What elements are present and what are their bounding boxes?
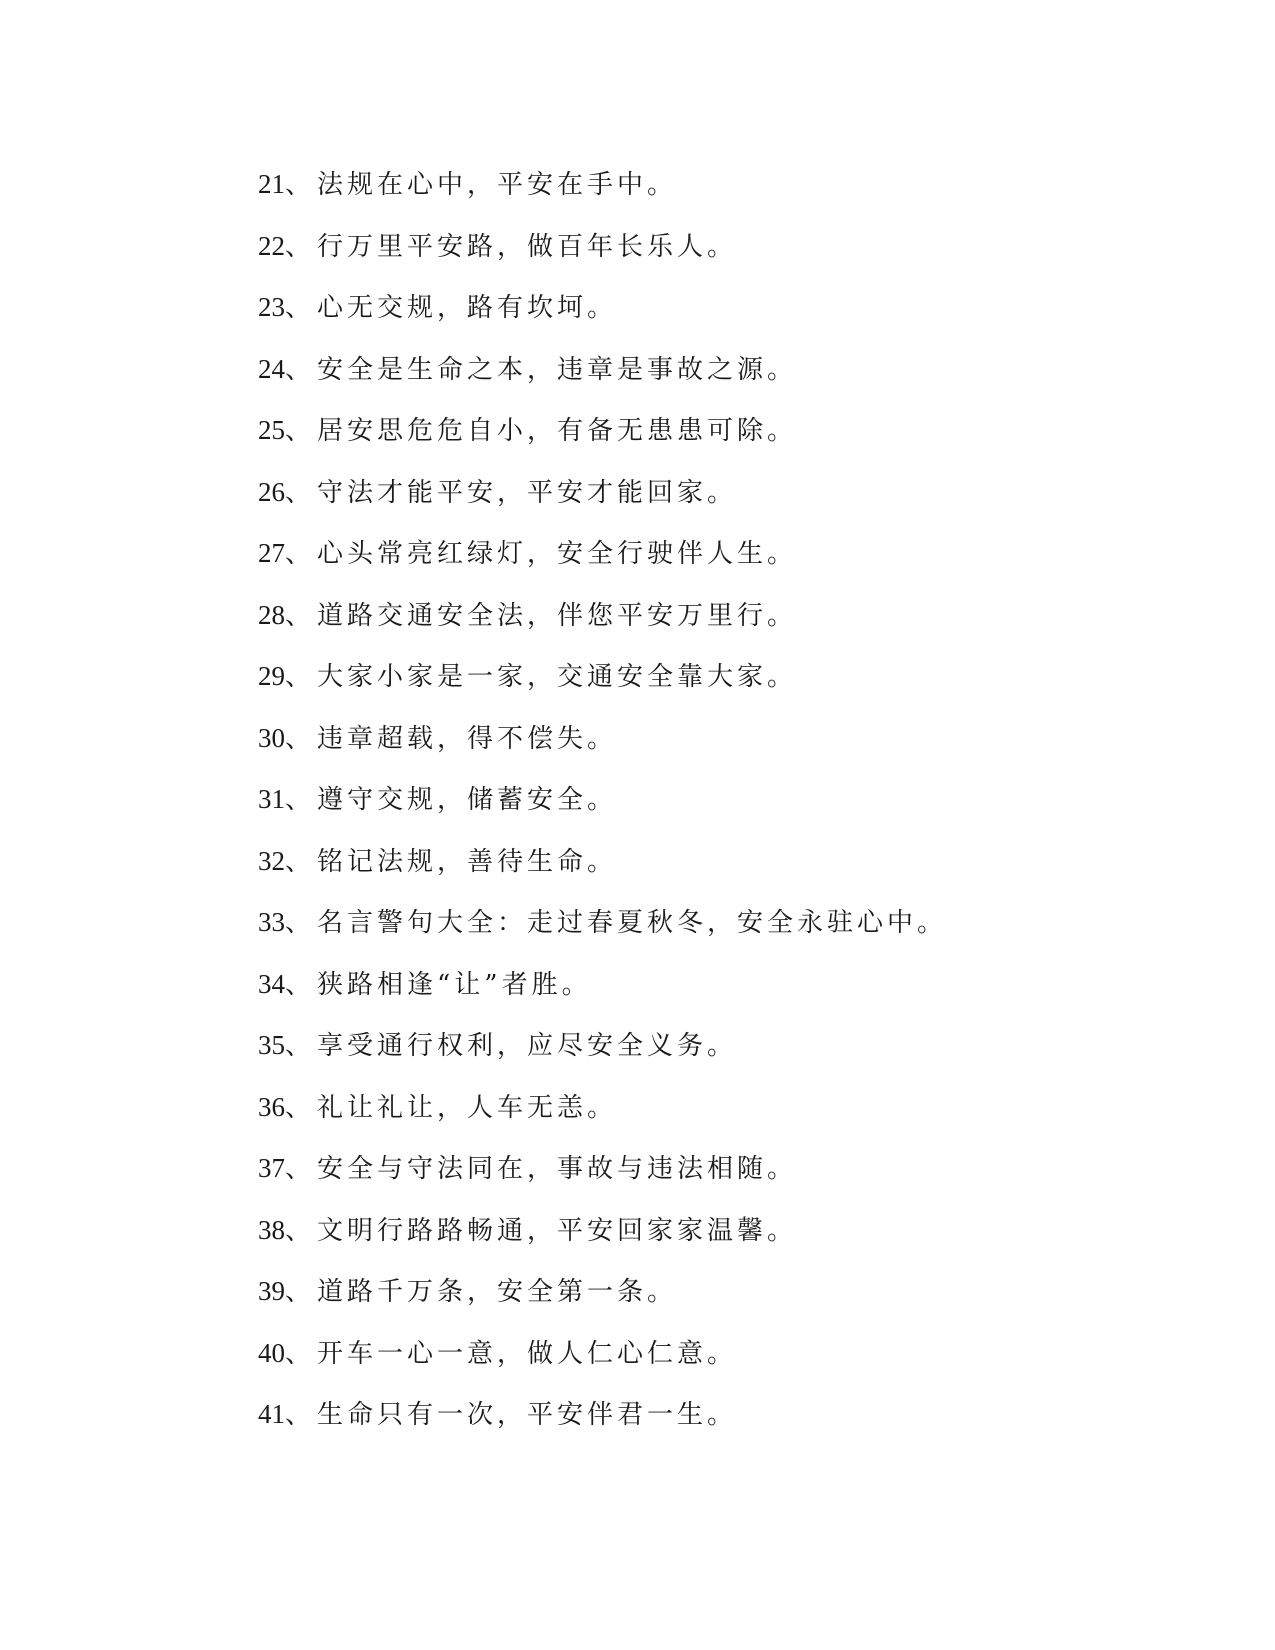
item-separator: 、 bbox=[285, 416, 316, 446]
item-number: 27 bbox=[258, 538, 285, 568]
item-text: 开车一心一意，做人仁心仁意。 bbox=[317, 1338, 738, 1369]
item-text: 遵守交规，储蓄安全。 bbox=[317, 785, 618, 815]
item-number: 23 bbox=[258, 292, 285, 322]
item-text: 心头常亮红绿灯，安全行驶伴人生。 bbox=[317, 539, 798, 569]
item-text: 享受通行权利，应尽安全义务。 bbox=[317, 1031, 738, 1061]
item-separator: 、 bbox=[285, 1400, 316, 1430]
item-text: 法规在心中，平安在手中。 bbox=[317, 170, 678, 200]
list-item bbox=[258, 654, 1218, 716]
item-text: 名言警句大全：走过春夏秋冬，安全永驻心中。 bbox=[317, 908, 948, 938]
list-item bbox=[258, 162, 1218, 224]
list-item bbox=[258, 285, 1218, 347]
item-text: 心无交规，路有坎坷。 bbox=[317, 293, 618, 323]
item-separator: 、 bbox=[285, 354, 316, 385]
list-item bbox=[258, 900, 1218, 962]
item-number: 25 bbox=[258, 415, 285, 445]
list-item bbox=[258, 347, 1218, 409]
item-separator: 、 bbox=[285, 293, 316, 323]
item-separator: 、 bbox=[285, 846, 316, 877]
list-item bbox=[258, 470, 1218, 532]
item-text: 行万里平安路，做百年长乐人。 bbox=[317, 231, 738, 262]
item-number: 32 bbox=[258, 845, 285, 876]
list-item bbox=[258, 777, 1218, 839]
item-text: 违章超载，得不偿失。 bbox=[317, 723, 618, 754]
item-text: 大家小家是一家，交通安全靠大家。 bbox=[317, 662, 798, 692]
item-text: 道路交通安全法，伴您平安万里行。 bbox=[317, 600, 798, 631]
item-separator: 、 bbox=[285, 1338, 316, 1369]
item-number: 31 bbox=[258, 784, 285, 814]
item-text: 安全与守法同在，事故与违法相随。 bbox=[317, 1154, 798, 1184]
item-number: 28 bbox=[258, 599, 285, 630]
item-number: 37 bbox=[258, 1153, 285, 1183]
list-item bbox=[258, 1392, 1218, 1454]
list-item bbox=[258, 962, 1218, 1024]
item-separator: 、 bbox=[285, 539, 316, 569]
item-separator: 、 bbox=[285, 908, 316, 938]
item-number: 40 bbox=[258, 1337, 285, 1368]
list-item bbox=[258, 224, 1218, 286]
slogan-list bbox=[258, 162, 1218, 1454]
item-separator: 、 bbox=[285, 1154, 316, 1184]
list-item bbox=[258, 531, 1218, 593]
item-number: 34 bbox=[258, 968, 285, 999]
item-separator: 、 bbox=[285, 969, 316, 1000]
item-text: 道路千万条，安全第一条。 bbox=[317, 1277, 678, 1307]
item-separator: 、 bbox=[285, 1277, 316, 1307]
list-item bbox=[258, 1269, 1218, 1331]
item-separator: 、 bbox=[285, 1031, 316, 1061]
item-separator: 、 bbox=[285, 785, 316, 815]
item-separator: 、 bbox=[285, 1215, 316, 1246]
item-text: 礼让礼让，人车无恙。 bbox=[317, 1092, 618, 1123]
item-separator: 、 bbox=[285, 662, 316, 692]
item-text: 文明行路路畅通，平安回家家温馨。 bbox=[317, 1215, 798, 1246]
item-number: 24 bbox=[258, 353, 285, 384]
list-item bbox=[258, 1331, 1218, 1393]
item-text: 守法才能平安，平安才能回家。 bbox=[317, 477, 738, 508]
list-item bbox=[258, 1208, 1218, 1270]
item-separator: 、 bbox=[285, 600, 316, 631]
item-separator: 、 bbox=[285, 231, 316, 262]
item-text: 狭路相逢“让”者胜。 bbox=[317, 969, 592, 1000]
item-text: 安全是生命之本，违章是事故之源。 bbox=[317, 354, 798, 385]
item-number: 35 bbox=[258, 1030, 285, 1060]
item-number: 26 bbox=[258, 476, 285, 507]
item-text: 生命只有一次，平安伴君一生。 bbox=[317, 1400, 738, 1430]
item-text: 居安思危危自小，有备无患患可除。 bbox=[317, 416, 798, 446]
item-number: 41 bbox=[258, 1399, 285, 1429]
item-number: 30 bbox=[258, 722, 285, 753]
list-item bbox=[258, 1023, 1218, 1085]
list-item bbox=[258, 1146, 1218, 1208]
item-number: 21 bbox=[258, 169, 285, 199]
item-number: 33 bbox=[258, 907, 285, 937]
list-item bbox=[258, 593, 1218, 655]
list-item bbox=[258, 716, 1218, 778]
list-item bbox=[258, 1085, 1218, 1147]
item-separator: 、 bbox=[285, 723, 316, 754]
item-number: 38 bbox=[258, 1214, 285, 1245]
list-item bbox=[258, 839, 1218, 901]
item-number: 36 bbox=[258, 1091, 285, 1122]
item-number: 22 bbox=[258, 230, 285, 261]
item-separator: 、 bbox=[285, 477, 316, 508]
item-number: 39 bbox=[258, 1276, 285, 1306]
list-item bbox=[258, 408, 1218, 470]
item-separator: 、 bbox=[285, 1092, 316, 1123]
item-separator: 、 bbox=[285, 170, 316, 200]
item-text: 铭记法规，善待生命。 bbox=[317, 846, 618, 877]
item-number: 29 bbox=[258, 661, 285, 691]
